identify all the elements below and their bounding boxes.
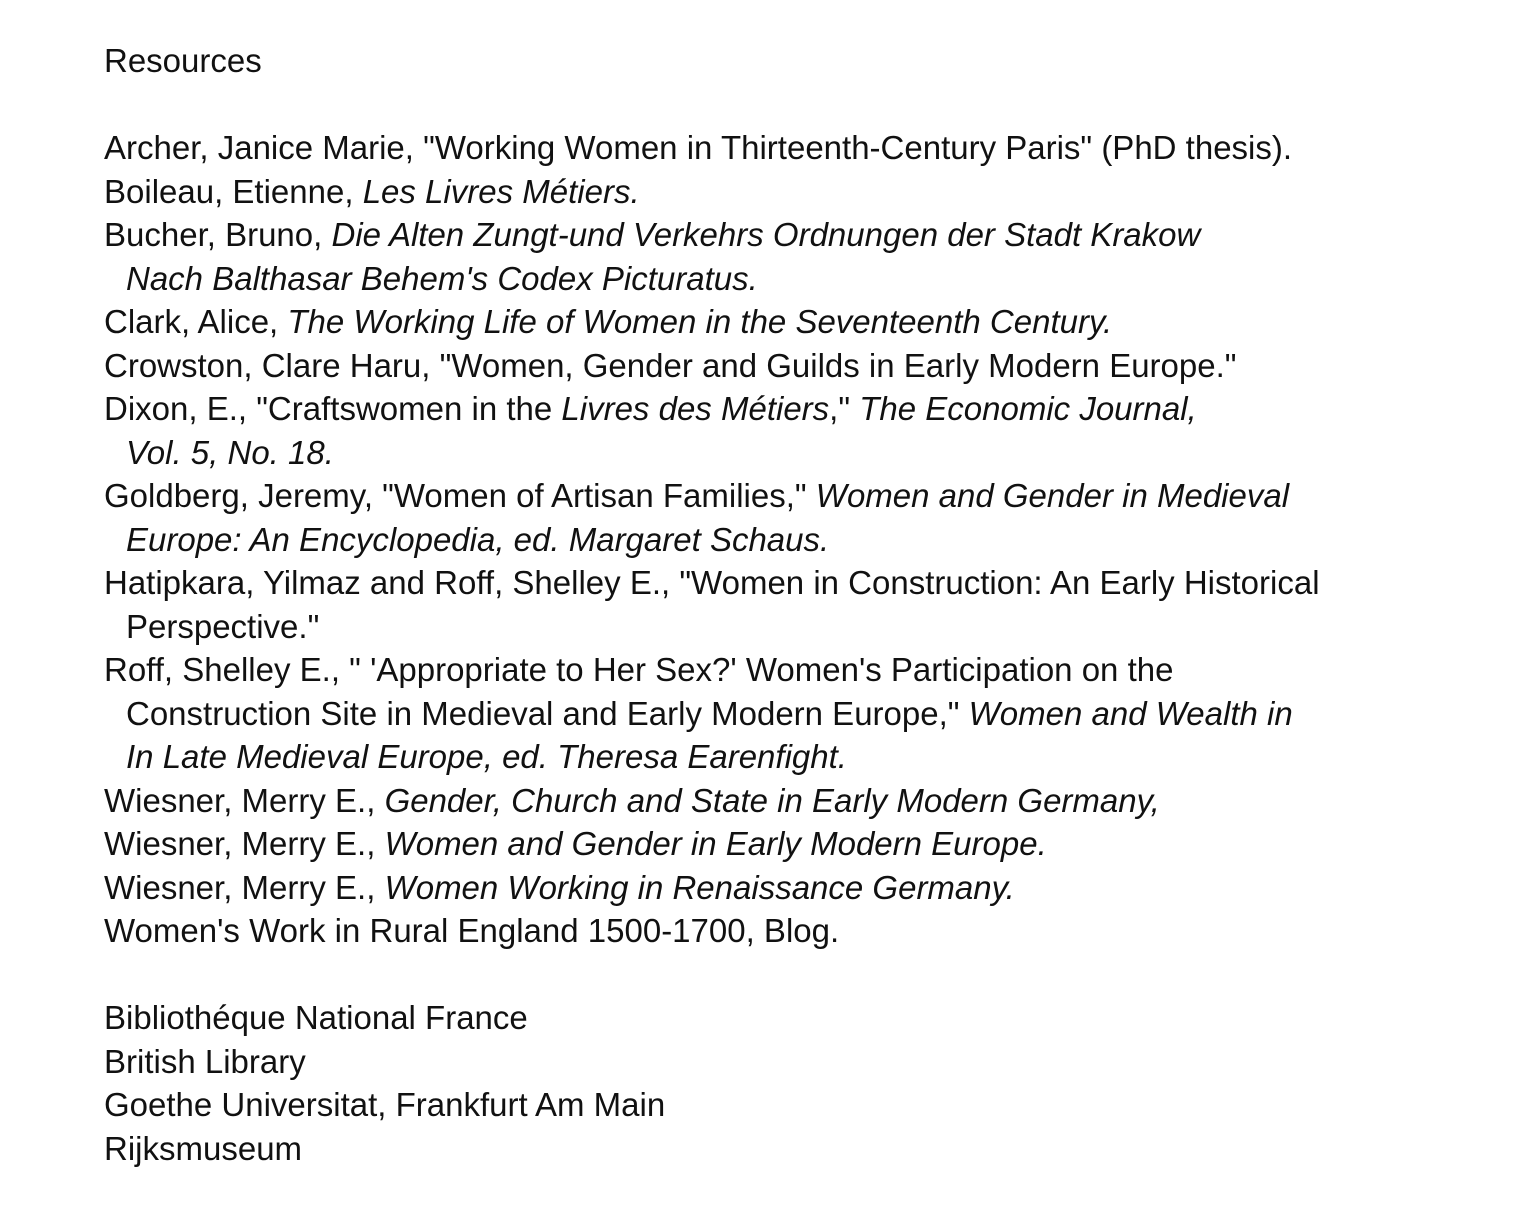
bib-entry-blog — [104, 909, 1320, 953]
bib-journal-continued: Vol. 5, No. 18. — [126, 433, 334, 471]
bib-entry-line — [104, 213, 1320, 257]
bib-title: Women and Gender in Early Modern Europe. — [384, 825, 1047, 862]
bib-author: Goldberg, Jeremy, "Women of Artisan Families," — [104, 477, 816, 514]
bib-title: The Working Life of Women in the Seventeenth Century. — [287, 303, 1113, 340]
institution-item: Bibliothéque National France — [104, 999, 528, 1036]
institution-item: British Library — [104, 1042, 306, 1080]
bib-entry-wiesner-3 — [104, 866, 1320, 910]
bib-entry-text: Archer, Janice Marie, "Working Women in Thirteenth-Century Paris" (PhD thesis). — [104, 129, 1293, 166]
bib-title: Die Alten Zungt-und Verkehrs Ordnungen der Stadt Krakow — [331, 216, 1201, 253]
bib-entry-line — [104, 170, 1320, 214]
bib-author: Clark, Alice, — [104, 303, 288, 340]
bib-entry-roff — [104, 648, 1320, 779]
institutions-list — [104, 996, 1320, 1170]
bib-entry-text-continued: Perspective." — [126, 607, 320, 645]
bib-author: Wiesner, Merry E., — [104, 781, 385, 819]
bib-title: Livres des Métiers — [561, 390, 830, 427]
bib-entry-wiesner-1 — [104, 779, 1320, 823]
bib-title: Women and Wealth in — [968, 694, 1293, 732]
bib-entry-line — [104, 779, 1320, 823]
bib-entry-text: Women's Work in Rural England 1500-1700, Blog. — [104, 912, 840, 949]
resources-content — [104, 39, 1320, 1170]
bib-journal: The Economic Journal, — [859, 390, 1197, 427]
bib-author: Wiesner, Merry E., — [104, 868, 385, 906]
bib-title-continued: Europe: An Encyclopedia, ed. Margaret Schaus. — [126, 520, 830, 558]
spacer — [104, 953, 1320, 997]
bib-author: Wiesner, Merry E., — [104, 825, 385, 862]
bibliography-list — [104, 126, 1320, 953]
bib-entry-archer — [104, 126, 1320, 170]
bib-entry-text-continued: Construction Site in Medieval and Early Modern Europe," — [126, 694, 969, 732]
bib-author: Boileau, Etienne, — [104, 172, 363, 210]
bib-title: Women and Gender in Medieval — [815, 477, 1290, 514]
bib-entry-text: Crowston, Clare Haru, "Women, Gender and Guilds in Early Modern Europe." — [104, 346, 1237, 384]
bib-title: Women Working in Renaissance Germany. — [384, 868, 1015, 906]
bib-author: Dixon, E., "Craftswomen in the — [104, 390, 562, 427]
spacer — [104, 83, 1320, 127]
bib-entry-dixon — [104, 387, 1320, 474]
bib-title-continued: In Late Medieval Europe, ed. Theresa Earenfight. — [126, 738, 847, 775]
bib-entry-wiesner-2 — [104, 822, 1320, 866]
bib-entry-hatipkara — [104, 561, 1320, 648]
bib-punctuation: ," — [829, 390, 860, 427]
bib-title-continued: Nach Balthasar Behem's Codex Picturatus. — [126, 259, 758, 297]
page-title: Resources — [104, 42, 262, 79]
bib-entry-line — [104, 822, 1320, 866]
bib-entry-text: Roff, Shelley E., " 'Appropriate to Her Sex?' Women's Participation on the — [104, 651, 1174, 688]
bib-entry-boileau — [104, 170, 1320, 214]
bib-entry-bucher — [104, 213, 1320, 300]
bib-author: Bucher, Bruno, — [104, 216, 332, 253]
institution-item: Rijksmuseum — [104, 1129, 303, 1167]
bib-entry-line — [104, 692, 1320, 736]
bib-entry-crowston — [104, 344, 1320, 388]
bib-entry-line — [104, 474, 1320, 518]
bib-entry-line — [104, 387, 1320, 431]
institution-item: Goethe Universitat, Frankfurt Am Main — [104, 1086, 666, 1123]
bib-entry-clark — [104, 300, 1320, 344]
bib-entry-goldberg — [104, 474, 1320, 561]
bib-title: Les Livres Métiers. — [362, 172, 640, 210]
bib-entry-text: Hatipkara, Yilmaz and Roff, Shelley E., "Women in Construction: An Early Historical — [104, 564, 1320, 601]
bib-entry-line — [104, 300, 1320, 344]
bib-entry-line — [104, 866, 1320, 910]
bib-title: Gender, Church and State in Early Modern Germany, — [384, 781, 1160, 819]
